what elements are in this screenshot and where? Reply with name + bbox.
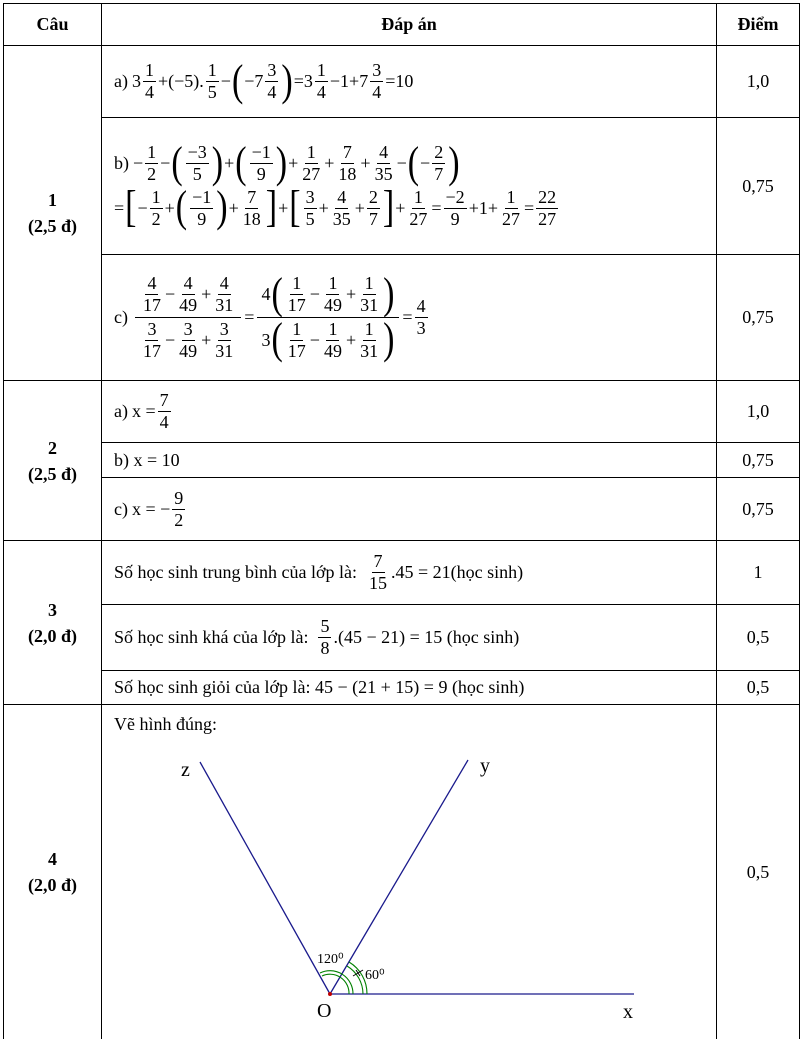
points-2b: 0,75 <box>742 449 774 470</box>
math-expression: c) x = − $\frac{9}{2}$ <box>114 487 184 530</box>
item-prefix: c) <box>114 307 128 327</box>
points-3-average: 1 <box>753 562 763 582</box>
label-z: z <box>181 759 190 781</box>
answer-text: Số học sinh giỏi của lớp là: 45 − (21 + 15) = 9 (học sinh) <box>114 677 525 697</box>
item-prefix: b) <box>114 153 129 174</box>
grid-line <box>799 3 800 1039</box>
header-answer: Đáp án <box>381 14 437 34</box>
angle-diagram <box>101 704 717 1039</box>
math-expression: = [ − $\frac{1}{2}$ + ( $\frac{-1}{9}$ ) + $\frac{7}{18}$ ] + [ $\frac{3}{5}$ + $\frac{4}{35}$ + $\frac{2}{7}$ ] + $\frac{1}{27}$ = $\frac{-2}{9}$ +1+ $\frac{1}{27}$ = $\frac{22}{27}$ <box>114 183 557 232</box>
answer-text: .(45 − 21) = 15 (học sinh) <box>333 627 520 647</box>
figure-caption: Vẽ hình đúng: <box>114 713 217 734</box>
points-3-excellent: 0,5 <box>746 677 770 697</box>
answer-3-excellent <box>102 671 716 704</box>
question-3-label <box>4 541 101 704</box>
points-2c: 0,75 <box>742 498 774 519</box>
question-number: 2 <box>48 437 57 458</box>
header-points: Điểm <box>737 14 779 34</box>
points-2a: 1,0 <box>746 401 770 421</box>
label-o: O <box>317 1000 332 1022</box>
ray-oz <box>200 762 330 994</box>
question-number: 1 <box>48 190 57 210</box>
ray-oy <box>330 760 468 994</box>
math-expression: c) $\frac{4}{17}$ − $\frac{4}{49}$ + $\frac{4}{31}$ $\frac{3}{17}$ − $\frac{3}{49}$ + $\frac{3}{31}$ = 4 ( $\frac{1}{17}$ − $\frac{1}{49}$ + $\frac{1}{31}$ ) 3 ( $\frac{1}{17}$ − $\frac{1}{49}$ + $\frac{1}{31}$ ) = $\frac{4}{3}$ <box>114 269 426 364</box>
answer-text: .45 = 21(học sinh) <box>391 562 524 582</box>
points-1c: 0,75 <box>742 307 774 327</box>
question-number: 3 <box>48 599 57 620</box>
answer-2a <box>102 381 716 442</box>
question-total-points: (2,0 đ) <box>28 625 77 646</box>
answer-text: Số học sinh khá của lớp là: <box>114 627 309 647</box>
question-total-points: (2,5 đ) <box>28 463 77 484</box>
math-expression: Số học sinh trung bình của lớp là: $\frac{7}{15}$ .45 = 21(học sinh) <box>114 551 524 593</box>
question-2-label <box>4 381 101 540</box>
angle-figure <box>101 704 717 1039</box>
math-expression: b) x = 10 <box>114 449 180 470</box>
math-expression: a) 3 $\frac{1}{4}$ +(−5). $\frac{1}{5}$ − ( −7 $\frac{3}{4}$ ) =3 $\frac{1}{4}$ −1+7 $\frac{3}{4}$ =10 <box>114 56 414 105</box>
label-y: y <box>480 755 490 777</box>
points-3-good: 0,5 <box>746 627 770 647</box>
answer-3-average <box>102 541 716 604</box>
label-angle-120: 120⁰ <box>317 952 344 967</box>
angle-arc-60 <box>347 966 363 994</box>
points-4: 0,5 <box>746 861 770 882</box>
answer-1c <box>102 255 716 380</box>
answer-2c <box>102 478 716 540</box>
vertex-point <box>328 992 332 996</box>
answer-1a <box>102 46 716 117</box>
question-4-label <box>4 705 101 1039</box>
item-prefix: a) <box>114 71 128 91</box>
label-x: x <box>623 1001 633 1023</box>
question-total-points: (2,0 đ) <box>28 875 77 895</box>
answer-1b <box>102 118 716 254</box>
points-1b: 0,75 <box>742 175 774 196</box>
question-number: 4 <box>48 849 57 869</box>
label-angle-60: 60⁰ <box>365 968 385 983</box>
answer-3-good <box>102 605 716 670</box>
math-expression: Số học sinh khá của lớp là: $\frac{5}{8}$ .(45 − 21) = 15 (học sinh) <box>114 616 520 658</box>
question-1-label <box>4 46 101 380</box>
math-expression: b) − $\frac{1}{2}$ − ( $\frac{-3}{5}$ ) + ( $\frac{-1}{9}$ ) + $\frac{1}{27}$ + $\frac{7}{18}$ + $\frac{4}{35}$ − ( − $\frac{2}{7}$ ) <box>114 138 460 188</box>
item-prefix: c) <box>114 498 128 519</box>
answer-text: Số học sinh trung bình của lớp là: <box>114 562 357 582</box>
header-question: Câu <box>36 14 69 34</box>
item-prefix: a) <box>114 401 128 421</box>
question-total-points: (2,5 đ) <box>28 216 77 236</box>
answer-2b <box>102 443 716 477</box>
points-1a: 1,0 <box>746 71 770 91</box>
math-expression: a) x = $\frac{7}{4}$ <box>114 390 169 432</box>
